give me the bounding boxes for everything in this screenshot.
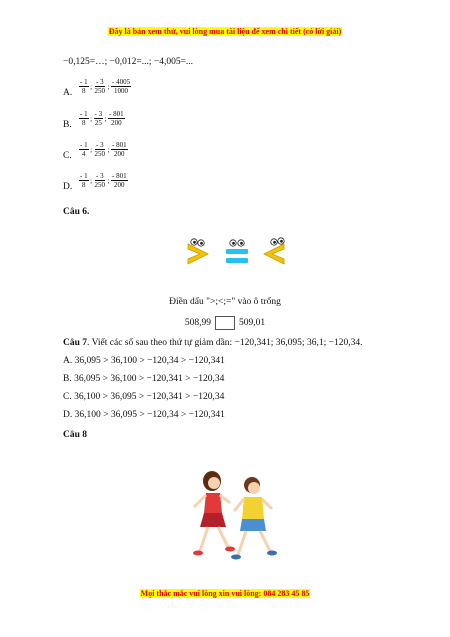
q5-option-fractions	[78, 172, 129, 189]
fraction	[111, 172, 128, 189]
comparison-symbols-image	[176, 234, 296, 274]
fraction	[108, 110, 125, 127]
greater-than-symbol	[188, 239, 208, 264]
q7-option-a: A. 36,095 > 36,100 > −120,34 > −120,341	[63, 356, 225, 366]
numerator: - 3	[96, 172, 104, 180]
separator: ;	[107, 176, 110, 185]
fraction	[79, 78, 89, 95]
q8-title: Câu 8	[63, 430, 88, 440]
separator: ;	[90, 145, 93, 154]
numerator: - 1	[80, 141, 88, 149]
header-banner-text: Đây là bản xem thử, vui lòng mua tài liệu để xem chi tiết (có lời giải)	[108, 27, 342, 36]
less-than-symbol	[264, 238, 284, 264]
separator: ;	[107, 145, 110, 154]
q5-option-letter: A.	[63, 88, 73, 98]
denominator: 200	[114, 181, 125, 189]
denominator: 8	[82, 87, 86, 95]
q6-instruction: Điền dấu ">;<;=" vào ô trống	[169, 297, 281, 307]
denominator: 1000	[114, 87, 129, 95]
denominator: 250	[94, 87, 106, 95]
numerator: - 4005	[112, 78, 131, 86]
q7-option-d: D. 36,100 > 36,095 > −120,34 > −120,341	[63, 410, 225, 420]
q7-question	[63, 338, 362, 348]
numerator: - 801	[112, 141, 127, 149]
footer-banner-text: Mọi thắc mắc vui lòng xin vui lòng: 084 283 45 85	[140, 589, 310, 598]
denominator: 8	[82, 181, 86, 189]
q5-option-letter: D.	[63, 182, 73, 192]
q6-answer-box[interactable]	[215, 316, 235, 330]
numerator: - 1	[80, 78, 88, 86]
fraction	[79, 110, 89, 127]
header-banner	[0, 27, 450, 36]
numerator: - 3	[96, 78, 104, 86]
separator: ;	[90, 82, 93, 91]
q5-option-letter: C.	[63, 151, 72, 161]
separator: ;	[107, 82, 110, 91]
numerator: - 801	[112, 172, 127, 180]
denominator: 200	[114, 150, 125, 158]
fraction	[94, 141, 107, 158]
separator: ;	[90, 114, 93, 123]
numerator: - 3	[96, 141, 104, 149]
q5-prompt: −0,125=…; −0,012=...; −4,005=...	[63, 57, 194, 67]
q6-comparison	[0, 316, 450, 330]
fraction	[94, 110, 104, 127]
numerator: - 3	[94, 110, 103, 118]
q7-label: Câu 7	[63, 338, 88, 348]
fraction	[111, 141, 128, 158]
fraction	[94, 78, 107, 95]
q5-option-fractions	[78, 110, 126, 127]
fraction	[79, 141, 89, 158]
numerator: - 1	[80, 110, 88, 118]
footer-banner	[0, 589, 450, 598]
fraction	[94, 172, 107, 189]
q6-right-number: 509,01	[239, 318, 266, 329]
numerator: - 1	[80, 172, 88, 180]
q5-option-letter: B.	[63, 120, 72, 130]
q7-option-b: B. 36,095 > 36,100 > −120,341 > −120,34	[63, 374, 225, 384]
running-children-image	[170, 463, 282, 571]
denominator: 250	[94, 150, 106, 158]
fraction	[111, 78, 131, 95]
q5-option-fractions	[78, 141, 129, 158]
denominator: 4	[82, 150, 86, 158]
q7-text: . Viết các số sau theo thứ tự giảm dần: −120,341; 36,095; 36,1; −120,34.	[87, 338, 363, 348]
denominator: 25	[94, 119, 102, 127]
q5-option-fractions	[78, 78, 132, 95]
separator: ;	[90, 176, 93, 185]
denominator: 200	[111, 119, 122, 127]
q6-left-number: 508,99	[184, 318, 211, 329]
denominator: 250	[94, 181, 106, 189]
separator: ;	[104, 114, 107, 123]
denominator: 8	[82, 119, 86, 127]
fraction	[79, 172, 89, 189]
q7-option-c: C. 36,100 > 36,095 > −120,341 > −120,34	[63, 392, 225, 402]
q6-title: Câu 6.	[63, 207, 90, 217]
equals-symbol	[226, 240, 248, 263]
numerator: - 801	[109, 110, 124, 118]
